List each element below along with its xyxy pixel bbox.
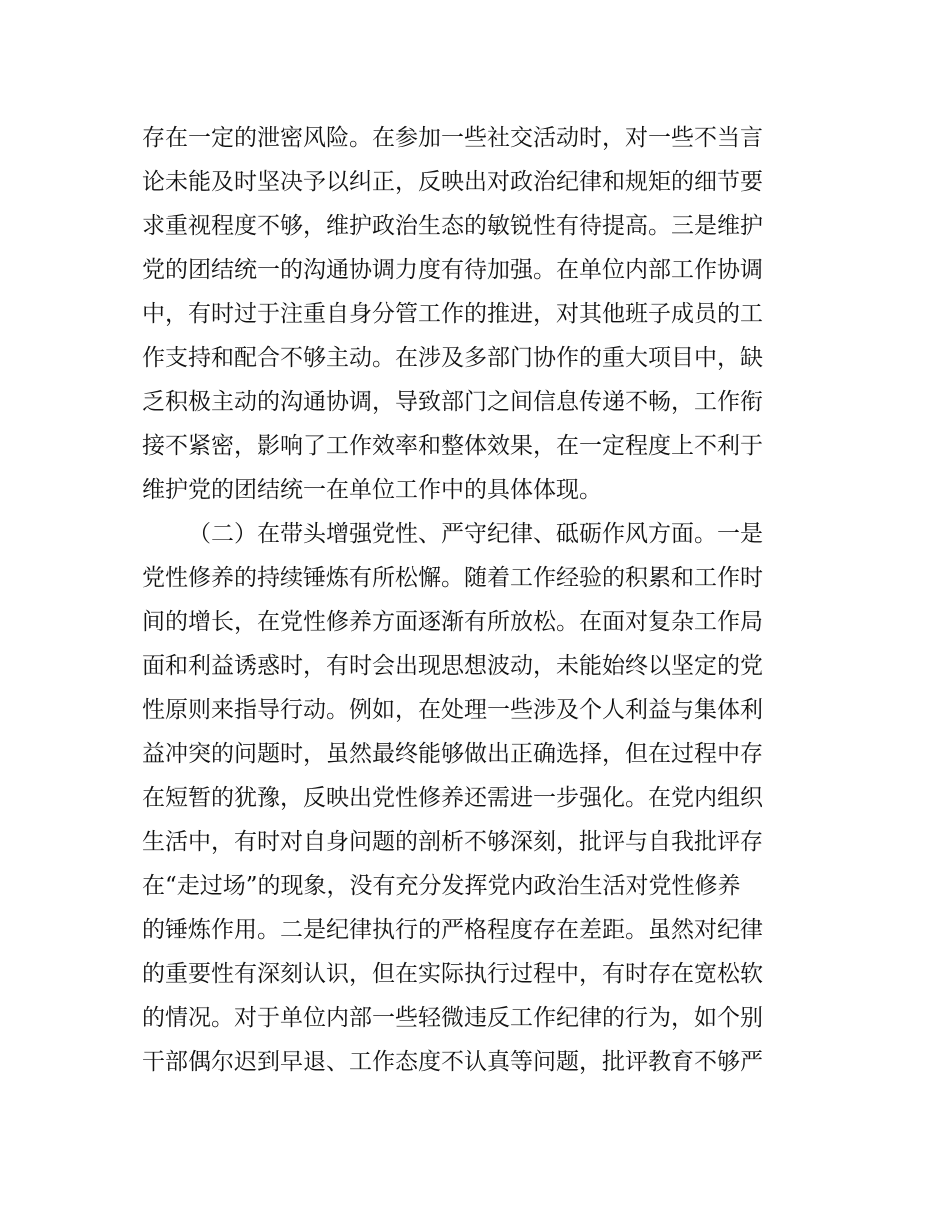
text-line: 间的增长，在党性修养方面逐渐有所放松。在面对复杂工作局 — [142, 609, 763, 635]
paragraph-2 — [142, 512, 812, 1084]
text-line: 生活中，有时对自身问题的剖析不够深刻，批评与自我批评存 — [142, 829, 763, 855]
text-line: 存在一定的泄密风险。在参加一些社交活动时，对一些不当言 — [142, 125, 763, 151]
text-line: 的情况。对于单位内部一些轻微违反工作纪律的行为，如个别 — [142, 1005, 763, 1031]
text-line: 的锤炼作用。二是纪律执行的严格程度存在差距。虽然对纪律 — [142, 917, 763, 943]
text-line: 论未能及时坚决予以纠正，反映出对政治纪律和规矩的细节要 — [142, 169, 763, 195]
text-line: 面和利益诱惑时，有时会出现思想波动，未能始终以坚定的党 — [142, 653, 763, 679]
text-line: 求重视程度不够，维护政治生态的敏锐性有待提高。三是维护 — [142, 213, 763, 239]
text-line: 作支持和配合不够主动。在涉及多部门协作的重大项目中，缺 — [142, 345, 763, 371]
text-line: 益冲突的问题时，虽然最终能够做出正确选择，但在过程中存 — [142, 741, 763, 767]
text-line: 维护党的团结统一在单位工作中的具体体现。 — [142, 477, 602, 503]
text-line: 在短暂的犹豫，反映出党性修养还需进一步强化。在党内组织 — [142, 785, 763, 811]
text-line: 乏积极主动的沟通协调，导致部门之间信息传递不畅，工作衔 — [142, 389, 763, 415]
text-line: 党的团结统一的沟通协调力度有待加强。在单位内部工作协调 — [142, 257, 763, 283]
text-line: 党性修养的持续锤炼有所松懈。随着工作经验的积累和工作时 — [142, 565, 763, 591]
paragraph-1 — [142, 116, 812, 512]
section-heading-line: （二）在带头增强党性、严守纪律、砥砺作风方面。一是 — [188, 521, 763, 547]
text-line: 性原则来指导行动。例如，在处理一些涉及个人利益与集体利 — [142, 697, 763, 723]
text-line: 的重要性有深刻认识，但在实际执行过程中，有时存在宽松软 — [142, 961, 763, 987]
text-line: 接不紧密，影响了工作效率和整体效果，在一定程度上不利于 — [142, 433, 763, 459]
text-line: 中，有时过于注重自身分管工作的推进，对其他班子成员的工 — [142, 301, 763, 327]
text-line: 在“走过场”的现象，没有充分发挥党内政治生活对党性修养 — [142, 873, 741, 899]
text-line: 干部偶尔迟到早退、工作态度不认真等问题，批评教育不够严 — [142, 1049, 763, 1075]
document-body — [142, 116, 812, 1084]
